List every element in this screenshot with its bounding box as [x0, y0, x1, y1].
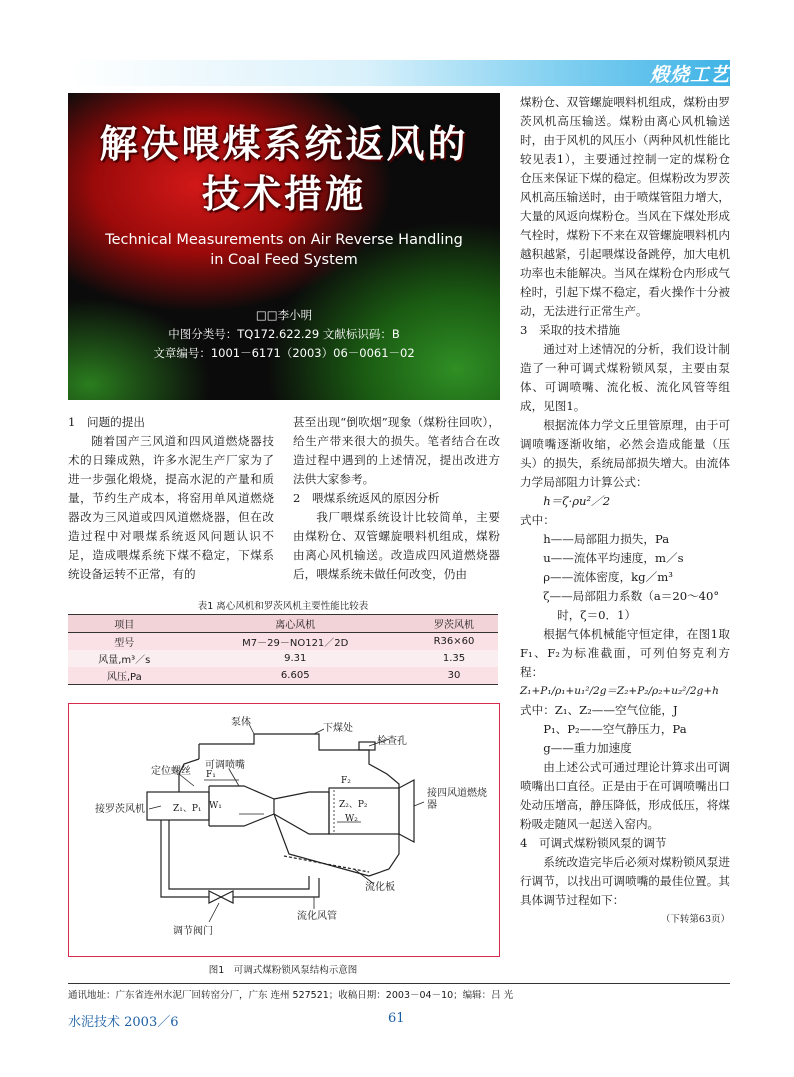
- right-column: [520, 93, 730, 929]
- footer-rule: [68, 983, 730, 984]
- table-cell: 风量,m³／s: [68, 650, 181, 667]
- english-title-line-2: in Coal Feed System: [210, 252, 358, 268]
- definition: P₁、P₂——空气静压力，Pa: [543, 722, 687, 736]
- english-title-line-1: Technical Measurements on Air Reverse Handling: [105, 232, 463, 248]
- table-header: 项目: [68, 615, 181, 633]
- where-label: 式中：Z₁、Z₂——空气位能，J: [520, 703, 678, 717]
- label-fluid-pipe: 流化风管: [297, 911, 337, 922]
- header-band: [68, 60, 730, 86]
- definition: u——流体平均速度，m／s: [543, 551, 684, 565]
- paragraph: 随着国产三风道和四风道燃烧器技术的日臻成熟，许多水泥生产厂家为了进一步强化煅烧，提高水泥的产量和质量，节约生产成本，将窑用单风道燃烧器改为三风道或四风道燃烧器，但在改造过程中对喂煤系统返风问题认识不足，造成喂煤系统下煤不稳定，下煤系统设备运转不正常，有的: [68, 434, 274, 581]
- formula-bernoulli: Z₁+P₁/ρ₁+u₁²/2g＝Z₂+P₂/ρ₂+u₂²/2g+h: [520, 685, 719, 697]
- formula-local-loss: h＝ζ·ρu²／2: [543, 494, 611, 508]
- label-pump-body: 泵体: [231, 717, 251, 728]
- table-cell: 1.35: [410, 650, 498, 667]
- middle-column: [293, 413, 500, 584]
- table-header: 罗茨风机: [410, 615, 498, 633]
- where-label: 式中：: [520, 513, 555, 527]
- label-burner: 接四风道燃烧器: [427, 788, 487, 811]
- label-f1: F₁: [206, 770, 216, 780]
- paragraph: 由上述公式可通过理论计算求出可调喷嘴出口直径。正是由于在可调喷嘴出口处动压增高，静压降低，形成低压，将煤粉吸走随风一起送入窑内。: [520, 760, 730, 831]
- paragraph: 通过对上述情况的分析，我们设计制造了一种可调式煤粉锁风泵，主要由泵体、可调喷嘴、流化板、流化风管等组成，见图1。: [520, 342, 730, 413]
- paragraph: 系统改造完毕后必须对煤粉锁风泵进行调节，以找出可调喷嘴的最佳位置。其具体调节过程如下：: [520, 855, 730, 907]
- label-z2p2: Z₂、P₂: [339, 800, 368, 810]
- paragraph: 根据气体机械能守恒定律，在图1取F₁、F₂为标准截面，可列伯努克利方程：: [520, 627, 730, 679]
- continued-note: （下转第63页）: [660, 914, 730, 925]
- pump-diagram: [69, 704, 499, 956]
- table-row: [68, 633, 498, 651]
- definition: ρ——流体密度，kg／m³: [543, 570, 673, 584]
- paragraph: 根据流体力学文丘里管原理，由于可调喷嘴逐渐收缩，必然会造成能量（压头）的损失，系统局部损失增大。由流体力学局部阻力计算公式：: [520, 418, 730, 489]
- label-lock-nut: 定位螺丝: [151, 766, 191, 777]
- label-nozzle: 可调喷嘴: [205, 760, 245, 771]
- label-inspection-hole: 检查孔: [377, 736, 407, 747]
- label-w2: W₂: [345, 814, 358, 824]
- label-w1: W₁: [209, 801, 222, 811]
- section-heading-2: 2 喂煤系统返风的原因分析: [293, 491, 440, 505]
- page-number: 61: [388, 1011, 405, 1026]
- label-f2: F₂: [341, 776, 351, 786]
- section-title: 煅烧工艺: [649, 64, 730, 86]
- table-cell: R36×60: [410, 633, 498, 651]
- spec-table: [68, 614, 498, 685]
- paragraph: 我厂喂煤系统设计比较简单，主要由煤粉仓、双管螺旋喂料机组成，煤粉由离心风机输送。改造成四风道燃烧器后，喂煤系统未做任何改变，仍由: [293, 510, 500, 581]
- label-coal-inlet: 下煤处: [323, 723, 353, 734]
- left-column: [68, 413, 274, 584]
- article-number: 文章编号：1001－6171（2003）06－0061－02: [153, 346, 415, 360]
- journal-issue: 水泥技术 2003／6: [68, 1015, 179, 1030]
- figure-1: [68, 703, 500, 957]
- figure-caption: 图1 可调式煤粉锁风泵结构示意图: [208, 965, 358, 976]
- author: □□李小明: [255, 308, 313, 322]
- label-z1p1: Z₁、P₁: [173, 804, 202, 814]
- definition: ζ——局部阻力系数（a＝20～40°: [543, 589, 720, 603]
- section-heading-3: 3 采取的技术措施: [520, 323, 621, 337]
- definition: g——重力加速度: [543, 741, 632, 755]
- section-heading-4: 4 可调式煤粉锁风泵的调节: [520, 836, 667, 850]
- label-roots-fan: 接罗茨风机: [95, 804, 145, 815]
- table-row: [68, 667, 498, 685]
- definition: h——局部阻力损失，Pa: [543, 532, 670, 546]
- classification: 中图分类号：TQ172.622.29 文献标识码：B: [168, 327, 400, 341]
- table-cell: 30: [410, 667, 498, 685]
- table-cell: 型号: [68, 633, 181, 651]
- label-valve: 调节阀门: [173, 926, 213, 937]
- title-banner: [68, 93, 500, 400]
- table-header: 离心风机: [181, 615, 410, 633]
- title-line-1: 解决喂煤系统返风的: [99, 122, 469, 166]
- table-cell: 风压,Pa: [68, 667, 181, 685]
- paragraph: 甚至出现“倒吹烟”现象（煤粉往回吹），给生产带来很大的损失。笔者结合在改造过程中遇到的上述情况，提出改进方法供大家参考。: [293, 415, 500, 486]
- label-fluid-plate: 流化板: [365, 882, 395, 893]
- table-caption: 表1 离心风机和罗茨风机主要性能比较表: [197, 601, 369, 612]
- table-cell: 6.605: [181, 667, 410, 685]
- section-heading-1: 1 问题的提出: [68, 415, 145, 429]
- paragraph: 煤粉仓、双管螺旋喂料机组成，煤粉由罗茨风机高压输送。煤粉由离心风机输送时，由于风机的风压小（两种风机性能比较见表1），主要通过控制一定的煤粉仓仓压来保证下煤的稳定。但煤粉改为罗茨风机高压输送时，由于喷煤管阻力增大，大量的风返向煤粉仓。当风在下煤处形成气栓时，煤粉下不来在双管螺旋喂料机内越积越紧，引起喂煤设备跳停，加大电机功率也未能解决。当风在煤粉仓内形成气栓时，引起下煤不稳定，看火操作十分被动，无法进行正常生产。: [520, 95, 730, 318]
- table-cell: M7－29－NO121／2D: [181, 633, 410, 651]
- table-cell: 9.31: [181, 650, 410, 667]
- correspondence-note: 通讯地址：广东省连州水泥厂回转窑分厂，广东 连州 527521；收稿日期：2003－04－10；编辑：吕 光: [68, 990, 514, 1001]
- definition-continued: 时，ζ＝0．1）: [557, 608, 637, 622]
- table-row: [68, 650, 498, 667]
- title-line-2: 技术措施: [201, 172, 366, 216]
